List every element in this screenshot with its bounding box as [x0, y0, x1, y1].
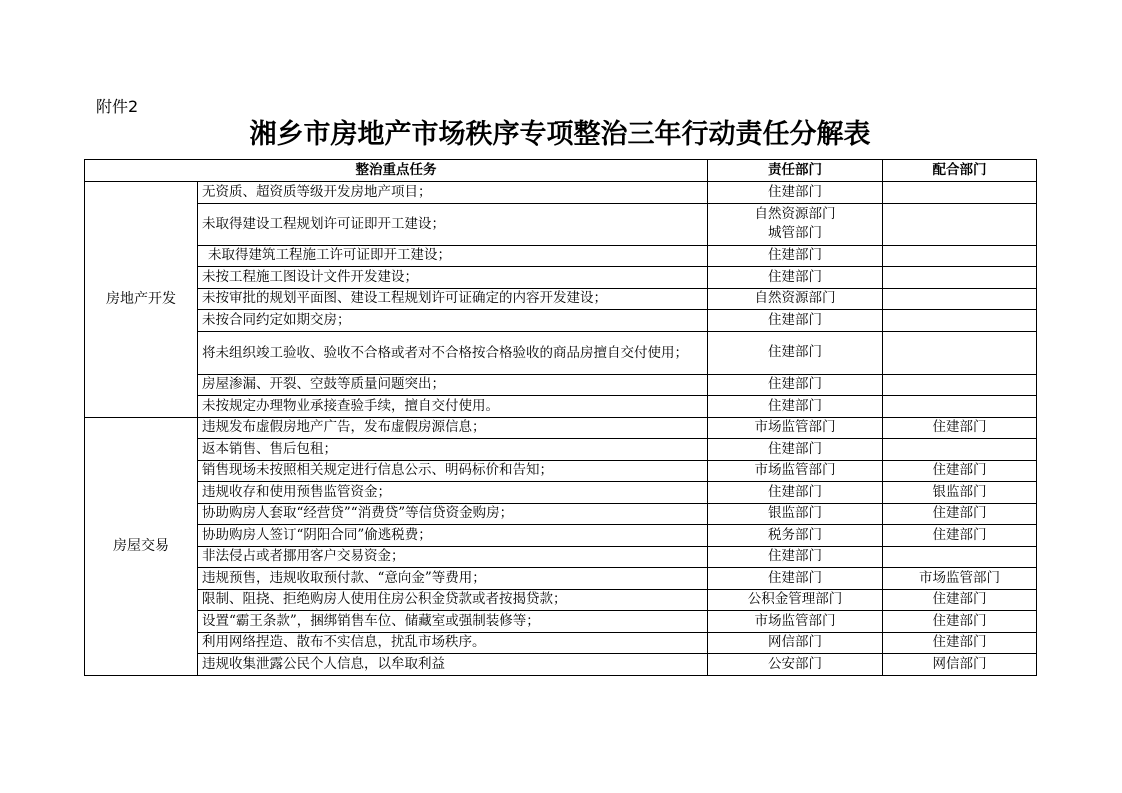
- table-row: [85, 396, 1037, 418]
- task-cell: 房屋渗漏、开裂、空鼓等质量问题突出；: [198, 374, 708, 396]
- table-row: [85, 374, 1037, 396]
- task-cell: 违规预售，违规收取预付款、“意向金”等费用；: [198, 568, 708, 590]
- table-row: [85, 267, 1037, 289]
- coop-cell: [883, 331, 1037, 374]
- table-row: [85, 245, 1037, 267]
- table-row: [85, 525, 1037, 547]
- task-cell: 将未组织竣工验收、验收不合格或者对不合格按合格验收的商品房擅自交付使用；: [198, 331, 708, 374]
- coop-cell: 住建部门: [883, 417, 1037, 439]
- task-cell: 非法侵占或者挪用客户交易资金；: [198, 546, 708, 568]
- coop-cell: 市场监管部门: [883, 568, 1037, 590]
- category-cell: 房地产开发: [85, 182, 198, 418]
- header-coop: 配合部门: [883, 160, 1037, 182]
- coop-cell: 住建部门: [883, 503, 1037, 525]
- task-cell: 限制、阻挠、拒绝购房人使用住房公积金贷款或者按揭贷款；: [198, 589, 708, 611]
- dept-cell: 银监部门: [708, 503, 883, 525]
- coop-cell: [883, 267, 1037, 289]
- dept-cell: 市场监管部门: [708, 460, 883, 482]
- table-row: [85, 654, 1037, 676]
- coop-cell: 银监部门: [883, 482, 1037, 504]
- task-cell: 未按审批的规划平面图、建设工程规划许可证确定的内容开发建设；: [198, 288, 708, 310]
- dept-cell: 住建部门: [708, 546, 883, 568]
- dept-cell: 自然资源部门: [708, 288, 883, 310]
- table-row: [85, 632, 1037, 654]
- dept-cell: 住建部门: [708, 396, 883, 418]
- dept-cell: 税务部门: [708, 525, 883, 547]
- dept-cell: 市场监管部门: [708, 611, 883, 633]
- table-row: [85, 611, 1037, 633]
- coop-cell: [883, 439, 1037, 461]
- table-header-row: [85, 160, 1037, 182]
- dept-cell: 住建部门: [708, 568, 883, 590]
- coop-cell: [883, 203, 1037, 245]
- task-cell: 利用网络捏造、散布不实信息，扰乱市场秩序。: [198, 632, 708, 654]
- table-row: [85, 568, 1037, 590]
- task-cell: 返本销售、售后包租；: [198, 439, 708, 461]
- coop-cell: [883, 245, 1037, 267]
- task-cell: 违规收存和使用预售监管资金；: [198, 482, 708, 504]
- table-row: [85, 460, 1037, 482]
- coop-cell: 住建部门: [883, 632, 1037, 654]
- dept-cell: 住建部门: [708, 439, 883, 461]
- dept-cell: 住建部门: [708, 182, 883, 204]
- task-cell: 违规收集泄露公民个人信息，以牟取利益: [198, 654, 708, 676]
- dept-line-1: 自然资源部门: [754, 206, 836, 222]
- coop-cell: 住建部门: [883, 589, 1037, 611]
- task-cell: 销售现场未按照相关规定进行信息公示、明码标价和告知；: [198, 460, 708, 482]
- dept-cell: 住建部门: [708, 245, 883, 267]
- dept-cell: 住建部门: [708, 482, 883, 504]
- dept-cell: 网信部门: [708, 632, 883, 654]
- dept-cell: 市场监管部门: [708, 417, 883, 439]
- responsibility-table: [84, 159, 1037, 676]
- coop-cell: [883, 288, 1037, 310]
- table-row: [85, 203, 1037, 245]
- dept-cell: 住建部门: [708, 331, 883, 374]
- category-cell: 房屋交易: [85, 417, 198, 675]
- dept-cell: 公安部门: [708, 654, 883, 676]
- table-row: [85, 331, 1037, 374]
- table-row: [85, 310, 1037, 332]
- task-cell: 未取得建设工程规划许可证即开工建设；: [198, 203, 708, 245]
- task-cell: 未按工程施工图设计文件开发建设；: [198, 267, 708, 289]
- coop-cell: 住建部门: [883, 525, 1037, 547]
- task-cell: 违规发布虚假房地产广告，发布虚假房源信息；: [198, 417, 708, 439]
- coop-cell: [883, 546, 1037, 568]
- task-cell: 协助购房人套取“经营贷”“消费贷”等信贷资金购房；: [198, 503, 708, 525]
- table-row: [85, 288, 1037, 310]
- dept-cell: 住建部门: [708, 310, 883, 332]
- table-row: [85, 503, 1037, 525]
- dept-cell: 住建部门: [708, 267, 883, 289]
- coop-cell: 住建部门: [883, 460, 1037, 482]
- table-row: [85, 417, 1037, 439]
- attachment-label: 附件2: [96, 97, 139, 116]
- dept-cell: 公积金管理部门: [708, 589, 883, 611]
- dept-cell: 住建部门: [708, 374, 883, 396]
- coop-cell: [883, 182, 1037, 204]
- task-cell: 未按合同约定如期交房；: [198, 310, 708, 332]
- table-row: [85, 589, 1037, 611]
- coop-cell: [883, 396, 1037, 418]
- coop-cell: 住建部门: [883, 611, 1037, 633]
- task-cell: 无资质、超资质等级开发房地产项目；: [198, 182, 708, 204]
- table-row: [85, 482, 1037, 504]
- table-row: [85, 546, 1037, 568]
- document-title: 湘乡市房地产市场秩序专项整治三年行动责任分解表: [249, 119, 871, 150]
- table-row: [85, 182, 1037, 204]
- header-dept: 责任部门: [708, 160, 883, 182]
- coop-cell: [883, 310, 1037, 332]
- header-task: 整治重点任务: [85, 160, 708, 182]
- task-cell: 未取得建筑工程施工许可证即开工建设；: [198, 245, 708, 267]
- coop-cell: 网信部门: [883, 654, 1037, 676]
- dept-line-2: 城管部门: [768, 225, 822, 241]
- task-cell: 设置“霸王条款”，捆绑销售车位、储藏室或强制装修等；: [198, 611, 708, 633]
- task-cell: 未按规定办理物业承接查验手续，擅自交付使用。: [198, 396, 708, 418]
- dept-cell: [708, 203, 883, 245]
- task-cell: 协助购房人签订“阴阳合同”偷逃税费；: [198, 525, 708, 547]
- coop-cell: [883, 374, 1037, 396]
- table-row: [85, 439, 1037, 461]
